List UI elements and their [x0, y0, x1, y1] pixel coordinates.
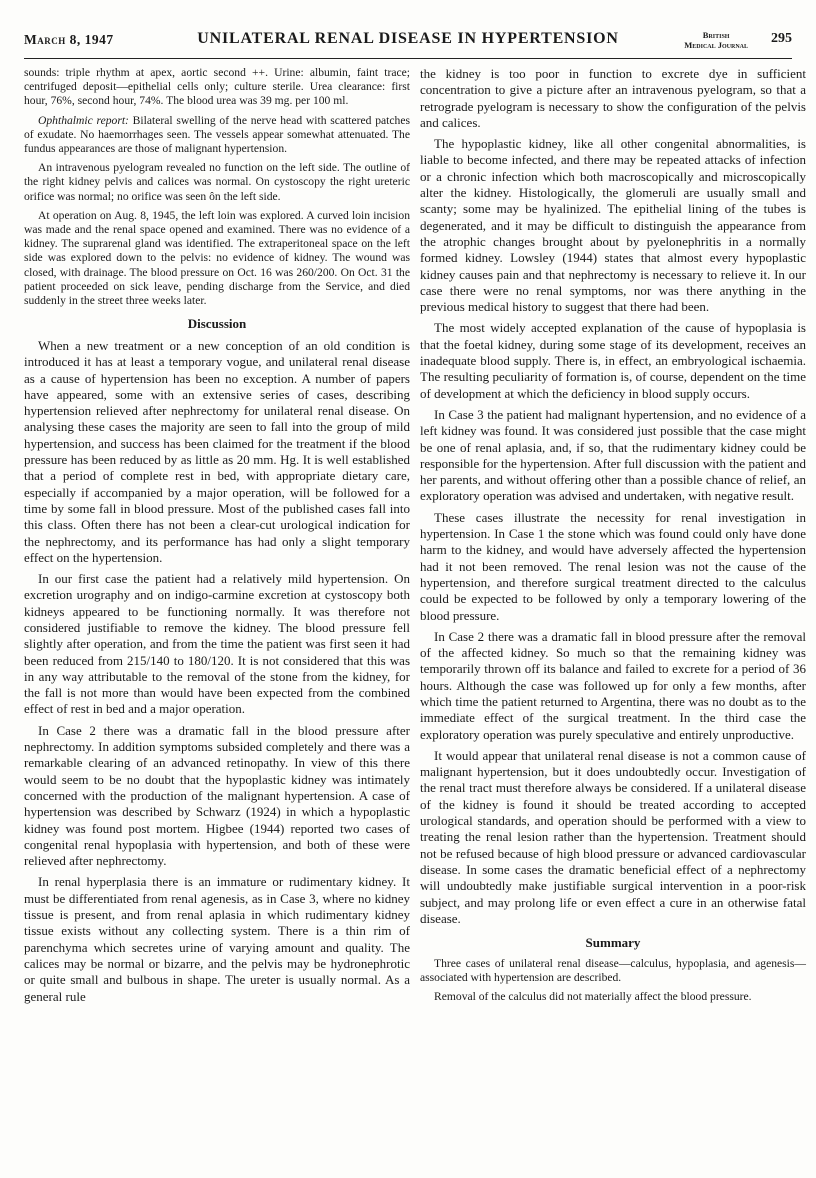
- discussion-paragraph-4: In renal hyperplasia there is an immature or rudimentary kidney. It must be differentiated from renal agenesis, as in Case 3, where no kidney tissue is present, and from renal aplasia in which rudimentary kidney tissue exists without any collecting system. There is a thin rim of parenchyma which secretes urine of varying amount and quality. The calices may be normal or bizarre, and the pelvis may be hydronephrotic or quite small and bulbous in shape. The ureter is usually normal. As a general rule: [24, 874, 410, 1004]
- discussion-paragraph-11: It would appear that unilateral renal disease is not a common cause of malignant hypertension, but it does undoubtedly occur. Investigation of the renal tract must therefore always be considered. If a unilateral disease of the kidney is found it should be treated according to accepted urological standards, and operation should be performed with a view to treating the renal lesion rather than the hypertension. Treatment should not be refused because of high blood pressure or advanced cardiovascular disease. In some cases the dramatic beneficial effect of a nephrectomy will undoubtedly make justifiable surgical intervention in a poor-risk subject, and may prolong life or even effect a cure in an otherwise fatal disease.: [420, 747, 806, 926]
- discussion-paragraph-6: The hypoplastic kidney, like all other congenital abnormalities, is liable to become infected, and there may be repeated attacks of infection or a chronic infection which both macroscopically and microscopically alter the kidney. Histologically, the glomeruli are usually small and scanty; some may be hyalinized. The epithelial lining of the tubes is degenerated, and it may be difficult to distinguish the appearance from the atrophic changes brought about by pyelonephritis in a normally formed kidney. Lowsley (1944) states that almost every hypoplastic kidney causes pain and that nephrectomy is necessary to relieve it. In our case there were no renal symptoms, nor was there anything in the previous medical history to suggest that there had been.: [420, 136, 806, 315]
- operation-paragraph: At operation on Aug. 8, 1945, the left loin was explored. A curved loin incision was made and the renal space opened and examined. There was no evidence of a kidney. The suprarenal gland was identified. The extraperitoneal space on the left side was explored down to the pelvis: no evidence of kidney. The wound was closed, with drainage. The blood pressure on Oct. 16 was 260/200. On Oct. 31 the patient proceeded on sick leave, pending discharge from the Service, and died suddenly in the street three weeks later.: [24, 208, 410, 308]
- discussion-paragraph-2: In our first case the patient had a relatively mild hypertension. On excretion urography and on indigo-carmine excretion at cystoscopy both kidneys appeared to be functioning normally. It was therefore not considered justifiable to remove the kidney. The blood pressure fell slightly after operation, and from the time the patient was first seen it had been reduced from 215/140 to 180/120. It is not considered that this was in any way attributable to the removal of the stone from the kidney, for the fall is not more than would have been expected from the combined effect of rest in bed and a major operation.: [24, 571, 410, 717]
- discussion-paragraph-7: The most widely accepted explanation of the cause of hypoplasia is that the foetal kidney, during some stage of its development, receives an inadequate blood supply. There is, in effect, an embryological ischaemia. The resulting peculiarity of formation is, of course, dependent on the time of development at which the deficiency in blood supply occurs.: [420, 320, 806, 401]
- discussion-paragraph-10: In Case 2 there was a dramatic fall in blood pressure after the removal of the affected kidney. So much so that the remaining kidney was temporarily thrown off its balance and failed to excrete for a period of 36 hours. Although the case was followed up for only a few months, after which time the patient returned to Argentina, there was no doubt as to the immediate effect of the surgical treatment. In the third case the exploratory operation was purely speculative and entirely unproductive.: [420, 628, 806, 742]
- page-number: 295: [771, 31, 792, 46]
- case-findings-paragraph: sounds: triple rhythm at apex, aortic second ++. Urine: albumin, faint trace; centrifuged deposit—epithelial cells only; culture sterile. Urea clearance: first hour, 76%, second hour, 74%. The blood urea was 39 mg. per 100 ml.: [24, 66, 410, 108]
- discussion-heading: Discussion: [187, 316, 247, 332]
- discussion-paragraph-1: When a new treatment or a new conception of an old condition is introduced it has at least a temporary vogue, and unilateral renal disease as a cause of hypertension has been no exception. A number of papers have appeared, some with an extensive series of cases, describing hypertension relieved after nephrectomy for unilateral renal disease. On analysing these cases the majority are seen to fall into the group of mild hypertension, and success has been claimed for the treatment if the blood pressure has been reduced by as little as 20 mm. Hg. It is well established that a period of complete rest in bed, with appropriate dietary care, especially if accompanied by a major operation, will be followed for a time by some fall in blood pressure. Most of the published cases fall into this class. Often there has not been a clear-cut urological indication for the nephrectomy, and its performance has had only a slight temporary effect on the hypertension.: [24, 337, 410, 565]
- ophthalmic-report-label: Ophthalmic report:: [38, 113, 129, 127]
- running-header: [24, 28, 792, 59]
- summary-heading: Summary: [585, 935, 641, 951]
- ophthalmic-report-text: Bilateral swelling of the nerve head with scattered patches of exudate. No haemorrhages seen. The vessels appear somewhat attenuated. The fundus appearances are those of malignant hypertension.: [24, 113, 410, 156]
- summary-paragraph-1: Three cases of unilateral renal disease—calculus, hypoplasia, and agenesis—associated with hypertension are described.: [420, 956, 806, 985]
- issue-date: March 8, 1947: [24, 32, 114, 47]
- journal-name-line1: British: [702, 30, 730, 40]
- left-column: [24, 66, 410, 1010]
- ophthalmic-report-paragraph: [24, 114, 410, 157]
- journal-name: [684, 30, 748, 50]
- discussion-paragraph-9: These cases illustrate the necessity for renal investigation in hypertension. In Case 1 the stone which was found could only have done harm to the kidney, and would have adversely affected the hypertension had it not been removed. The renal lesion was not the cause of the hypertension, and therefore surgical treatment directed to the calculus could be expected to be followed by only a temporary lowering of the blood pressure.: [420, 509, 806, 623]
- running-title: UNILATERAL RENAL DISEASE IN HYPERTENSION: [197, 30, 619, 47]
- right-column: [420, 66, 806, 1009]
- journal-name-line2: Medical Journal: [684, 40, 748, 50]
- pyelogram-paragraph: An intravenous pyelogram revealed no function on the left side. The outline of the right kidney pelvis and calices was normal. On cystoscopy the right ureteric orifice was normal; no orifice was seen ôn the left side.: [24, 161, 410, 203]
- discussion-paragraph-3: In Case 2 there was a dramatic fall in the blood pressure after nephrectomy. In addition symptoms subsided completely and there was a remarkable clearing of an advanced retinopathy. In view of this there would seem to be no doubt that the hypoplastic kidney was intimately concerned with the production of the malignant hypertension. A case of hypertension was described by Schwarz (1924) in which a hypoplastic kidney was found post mortem. Higbee (1944) reported two cases of congenital renal hypoplasia with hypertension, and both of these were relieved after nephrectomy.: [24, 722, 410, 869]
- discussion-paragraph-8: In Case 3 the patient had malignant hypertension, and no evidence of a left kidney was found. It was considered just possible that the case might be one of renal aplasia, and, if so, that the rudimentary kidney could be responsible for the hypertension. After full discussion with the patient and her parents, and without offering other than a possible chance of relief, an exploratory operation was advised and undertaken, with negative result.: [420, 406, 806, 504]
- discussion-paragraph-5: the kidney is too poor in function to excrete dye in sufficient concentration to give a picture after an intravenous pyelogram, so that a retrograde pyelogram is necessary to show the configuration of the pelvis and calices.: [420, 66, 806, 130]
- summary-paragraph-2: Removal of the calculus did not materially affect the blood pressure.: [434, 990, 752, 1004]
